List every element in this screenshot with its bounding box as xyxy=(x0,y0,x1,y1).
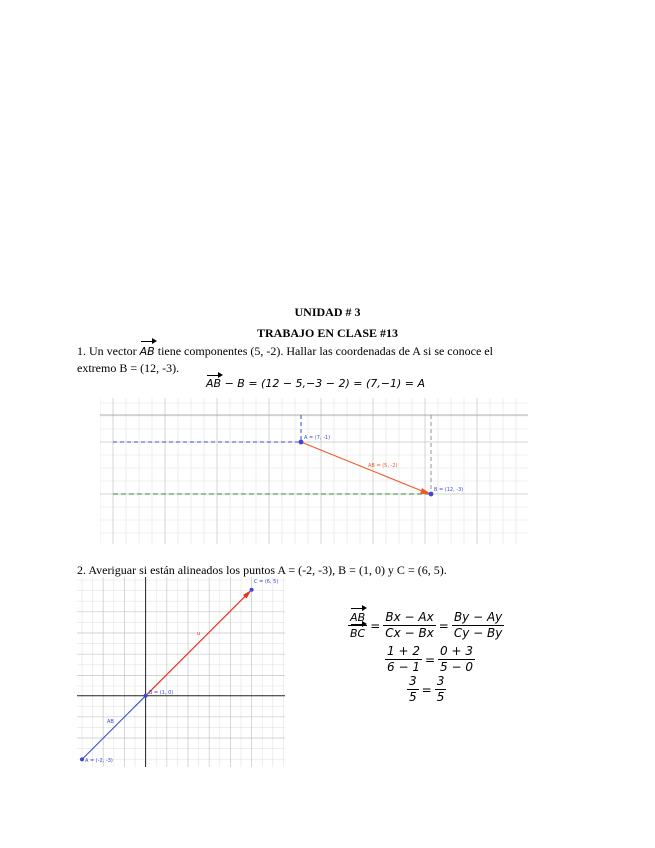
problem-2-statement: 2. Averiguar si están alineados los puntos A = (-2, -3), B = (1, 0) y C = (6, 5). xyxy=(77,563,447,577)
label-point-b-2: B = (1, 0) xyxy=(149,690,174,696)
label-point-a: A = (7, -1) xyxy=(304,435,331,441)
point-b xyxy=(429,492,434,497)
graph-collinear-points xyxy=(77,577,285,767)
problem-1-statement xyxy=(77,343,532,377)
label-point-b: B = (12, -3) xyxy=(434,487,464,493)
vector-ab-line xyxy=(301,442,427,493)
graph-2-major-grid xyxy=(77,577,285,767)
label-v: AB xyxy=(107,719,114,725)
problem-1-text-a: 1. Un vector xyxy=(77,344,140,358)
problem-1-text-b: tiene componentes (5, -2). Hallar las coordenadas de A si se conoce el xyxy=(154,344,493,358)
label-point-a-2: A = (-2, -3) xyxy=(85,758,113,764)
label-u: u xyxy=(197,631,201,637)
point-b-2 xyxy=(144,694,148,698)
graph-1-grid xyxy=(100,398,528,544)
equation-vector-ab: AB xyxy=(206,377,222,390)
proof-row-1: $\frac{AB}{BC}$ = $\frac{Bx - Ax}{Cx - Bx}$ = $\frac{By - Ay}{Cy - By}$ xyxy=(350,610,503,640)
ratio-y: $\frac{By - Ay}{Cy - By}$ xyxy=(453,610,503,640)
proof-row-3: $\frac{3}{5}$ = $\frac{3}{5}$ xyxy=(409,674,445,704)
problem-1-text-c: extremo B = (12, -3). xyxy=(77,361,180,375)
point-a-2 xyxy=(80,757,84,761)
ratio-vectors: $\frac{AB}{BC}$ xyxy=(350,611,366,640)
proof-row-2: $\frac{1 + 2}{6 - 1}$ = $\frac{0 + 3}{5 - 0}$ xyxy=(387,644,473,674)
collinearity-proof xyxy=(346,610,516,710)
class-work-heading: TRABAJO EN CLASE #13 xyxy=(256,326,399,340)
label-vector-ab: AB = (5, -2) xyxy=(368,463,398,469)
graph-vector-ab xyxy=(100,398,528,544)
segment-bc xyxy=(146,593,248,695)
point-c-2 xyxy=(250,588,254,592)
problem-1-equation xyxy=(206,377,425,390)
point-a xyxy=(299,440,304,445)
label-point-c: C = (6, 5) xyxy=(254,579,279,585)
ratio-x: $\frac{Bx - Ax}{Cx - Bx}$ xyxy=(385,610,434,640)
equation-rest: − B = (12 − 5,−3 − 2) = (7,−1) = A xyxy=(221,377,425,390)
unit-heading: UNIDAD # 3 xyxy=(294,305,361,319)
graph-2-grid xyxy=(77,577,285,767)
vector-ab-symbol: AB xyxy=(139,345,155,358)
